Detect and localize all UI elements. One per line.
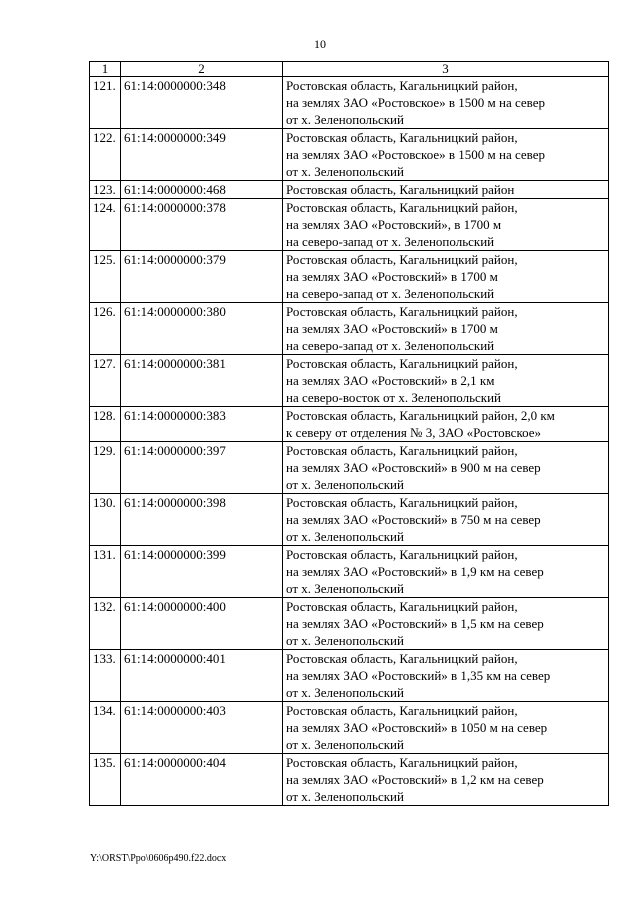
table-row — [90, 199, 609, 251]
table-row — [90, 442, 609, 494]
row-number: 125. — [90, 251, 121, 303]
table-row — [90, 303, 609, 355]
table-row — [90, 650, 609, 702]
cadastral-number: 61:14:0000000:400 — [121, 598, 283, 650]
cadastral-number: 61:14:0000000:468 — [121, 181, 283, 199]
plot-address: Ростовская область, Кагальницкий район, на землях ЗАО «Ростовский» в 750 м на север от х. Зеленопольский — [283, 494, 609, 546]
cadastral-number: 61:14:0000000:379 — [121, 251, 283, 303]
table-row — [90, 77, 609, 129]
cadastral-number: 61:14:0000000:349 — [121, 129, 283, 181]
table-row — [90, 251, 609, 303]
plot-address: Ростовская область, Кагальницкий район, на землях ЗАО «Ростовское» в 1500 м на север от х. Зеленопольский — [283, 129, 609, 181]
table-row — [90, 129, 609, 181]
plot-address: Ростовская область, Кагальницкий район, на землях ЗАО «Ростовский» в 1050 м на север от х. Зеленопольский — [283, 702, 609, 754]
plot-address: Ростовская область, Кагальницкий район, на землях ЗАО «Ростовское» в 1500 м на север от х. Зеленопольский — [283, 77, 609, 129]
table-row — [90, 494, 609, 546]
plot-address: Ростовская область, Кагальницкий район, на землях ЗАО «Ростовский» в 900 м на север от х. Зеленопольский — [283, 442, 609, 494]
table-row — [90, 598, 609, 650]
cadastral-number: 61:14:0000000:348 — [121, 77, 283, 129]
table-row — [90, 407, 609, 442]
row-number: 133. — [90, 650, 121, 702]
land-plot-table — [89, 61, 609, 806]
row-number: 134. — [90, 702, 121, 754]
row-number: 124. — [90, 199, 121, 251]
cadastral-number: 61:14:0000000:378 — [121, 199, 283, 251]
table-header-row — [90, 62, 609, 77]
row-number: 126. — [90, 303, 121, 355]
row-number: 122. — [90, 129, 121, 181]
plot-address: Ростовская область, Кагальницкий район, на землях ЗАО «Ростовский» в 1,35 км на север от х. Зеленопольский — [283, 650, 609, 702]
table-row — [90, 546, 609, 598]
cadastral-number: 61:14:0000000:401 — [121, 650, 283, 702]
row-number: 128. — [90, 407, 121, 442]
table-row — [90, 181, 609, 199]
row-number: 121. — [90, 77, 121, 129]
cadastral-number: 61:14:0000000:398 — [121, 494, 283, 546]
row-number: 129. — [90, 442, 121, 494]
cadastral-number: 61:14:0000000:397 — [121, 442, 283, 494]
column-header-address: 3 — [283, 62, 609, 77]
cadastral-number: 61:14:0000000:399 — [121, 546, 283, 598]
cadastral-number: 61:14:0000000:381 — [121, 355, 283, 407]
row-number: 130. — [90, 494, 121, 546]
cadastral-number: 61:14:0000000:403 — [121, 702, 283, 754]
cadastral-number: 61:14:0000000:404 — [121, 754, 283, 806]
plot-address: Ростовская область, Кагальницкий район, на землях ЗАО «Ростовский» в 1700 м на северо-запад от х. Зеленопольский — [283, 303, 609, 355]
plot-address: Ростовская область, Кагальницкий район, на землях ЗАО «Ростовский» в 1700 м на северо-запад от х. Зеленопольский — [283, 251, 609, 303]
page-number: 10 — [314, 37, 326, 51]
cadastral-number: 61:14:0000000:380 — [121, 303, 283, 355]
row-number: 132. — [90, 598, 121, 650]
plot-address: Ростовская область, Кагальницкий район, на землях ЗАО «Ростовский», в 1700 м на северо-запад от х. Зеленопольский — [283, 199, 609, 251]
table-row — [90, 702, 609, 754]
plot-address: Ростовская область, Кагальницкий район — [283, 181, 609, 199]
row-number: 135. — [90, 754, 121, 806]
plot-address: Ростовская область, Кагальницкий район, на землях ЗАО «Ростовский» в 1,5 км на север от х. Зеленопольский — [283, 598, 609, 650]
table-body — [90, 77, 609, 806]
row-number: 127. — [90, 355, 121, 407]
column-header-number: 1 — [90, 62, 121, 77]
table-row — [90, 355, 609, 407]
row-number: 131. — [90, 546, 121, 598]
footer-file-path: Y:\ORST\Ppo\0606p490.f22.docx — [90, 853, 227, 864]
plot-address: Ростовская область, Кагальницкий район, 2,0 км к северу от отделения № 3, ЗАО «Ростовское» — [283, 407, 609, 442]
column-header-cadastral: 2 — [121, 62, 283, 77]
table-row — [90, 754, 609, 806]
plot-address: Ростовская область, Кагальницкий район, на землях ЗАО «Ростовский» в 1,2 км на север от х. Зеленопольский — [283, 754, 609, 806]
cadastral-number: 61:14:0000000:383 — [121, 407, 283, 442]
row-number: 123. — [90, 181, 121, 199]
plot-address: Ростовская область, Кагальницкий район, на землях ЗАО «Ростовский» в 1,9 км на север от х. Зеленопольский — [283, 546, 609, 598]
plot-address: Ростовская область, Кагальницкий район, на землях ЗАО «Ростовский» в 2,1 км на северо-восток от х. Зеленопольский — [283, 355, 609, 407]
